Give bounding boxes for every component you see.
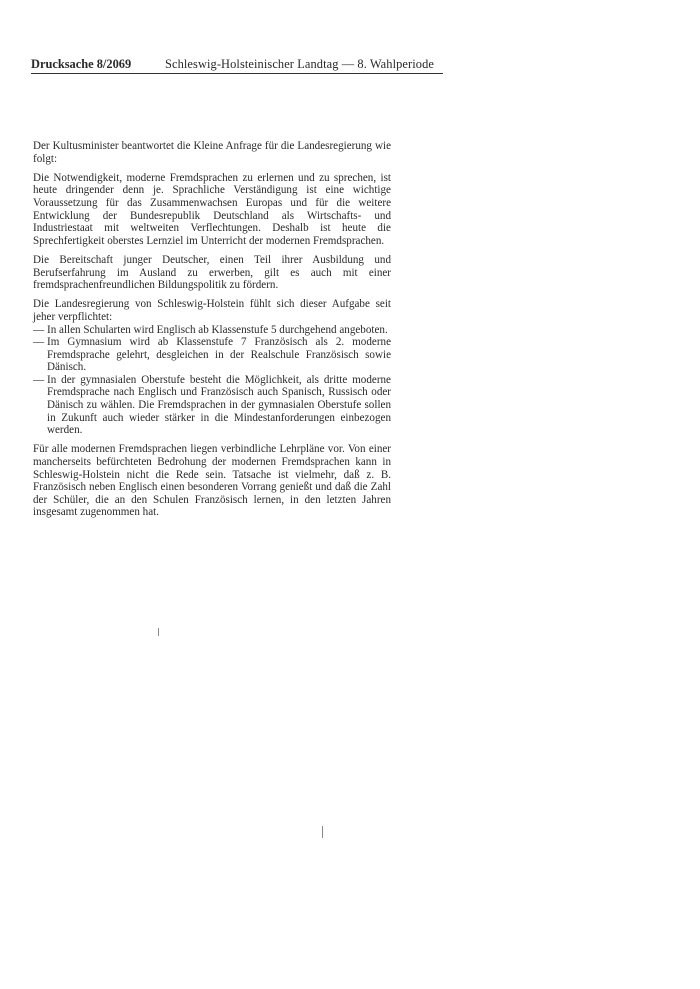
list-item	[33, 374, 391, 437]
parliament-title: Schleswig-Holsteinischer Landtag — 8. Wahlperiode	[165, 57, 434, 71]
page-header	[31, 55, 443, 74]
paragraph-necessity: Die Notwendigkeit, moderne Fremdsprachen zu erlernen und zu sprechen, ist heute dringender denn je. Sprachliche Verständigung ist eine wichtige Voraussetzung für das Zusammenwachsen Europas und für die weitere Entwicklung der Bundesrepublik Deutschland als Wirtschafts- und Industriestaat mit weltweiten Verflechtungen. Deshalb ist heute die Sprechfertigkeit oberstes Lernziel im Unterricht der modernen Fremdsprachen.	[33, 171, 391, 247]
paragraph-readiness: Die Bereitschaft junger Deutscher, einen Teil ihrer Ausbildung und Berufserfahrung im Ausland zu erwerben, gilt es auch mit einer fremdsprachenfreundlichen Bildungspolitik zu fördern.	[33, 253, 391, 292]
intro-paragraph: Der Kultusminister beantwortet die Kleine Anfrage für die Landesregierung wie folgt:	[33, 140, 391, 165]
list-item	[33, 336, 391, 374]
list-dash: —	[33, 373, 45, 386]
document-body	[33, 140, 391, 526]
list-item-text: Im Gymnasium wird ab Klassenstufe 7 Französisch als 2. moderne Fremdsprache gelehrt, desgleichen in der Realschule Französisch sowie Dänisch.	[47, 336, 391, 374]
list-item	[33, 324, 391, 337]
scan-mark	[158, 628, 159, 636]
list-dash: —	[33, 323, 45, 336]
measures-list	[33, 324, 391, 437]
list-item-text: In allen Schularten wird Englisch ab Klassenstufe 5 durchgehend angeboten.	[47, 323, 388, 336]
scan-mark	[322, 826, 323, 838]
list-item-text: In der gymnasialen Oberstufe besteht die Möglichkeit, als dritte moderne Fremdsprache nach Englisch und Französisch auch Spanisch, Russisch oder Dänisch zu wählen. Die Fremdsprachen in der gymnasialen Oberstufe sollen in Zukunft auch wieder stärker in die Mindestanforderungen einbezogen werden.	[47, 373, 391, 437]
list-dash: —	[33, 336, 45, 349]
document-number: Drucksache 8/2069	[31, 57, 132, 71]
paragraph-curricula: Für alle modernen Fremdsprachen liegen verbindliche Lehrpläne vor. Von einer mancherseits befürchteten Bedrohung der modernen Fremdsprachen kann in Schleswig-Holstein nicht die Rede sein. Tatsache ist vielmehr, daß z. B. Französisch neben Englisch einen besonderen Vorrang genießt und daß die Zahl der Schüler, die an den Schulen Französisch lernen, in den letzten Jahren insgesamt zugenommen hat.	[33, 443, 391, 519]
paragraph-government-duty: Die Landesregierung von Schleswig-Holstein fühlt sich dieser Aufgabe seit jeher verpflichtet:	[33, 298, 391, 323]
